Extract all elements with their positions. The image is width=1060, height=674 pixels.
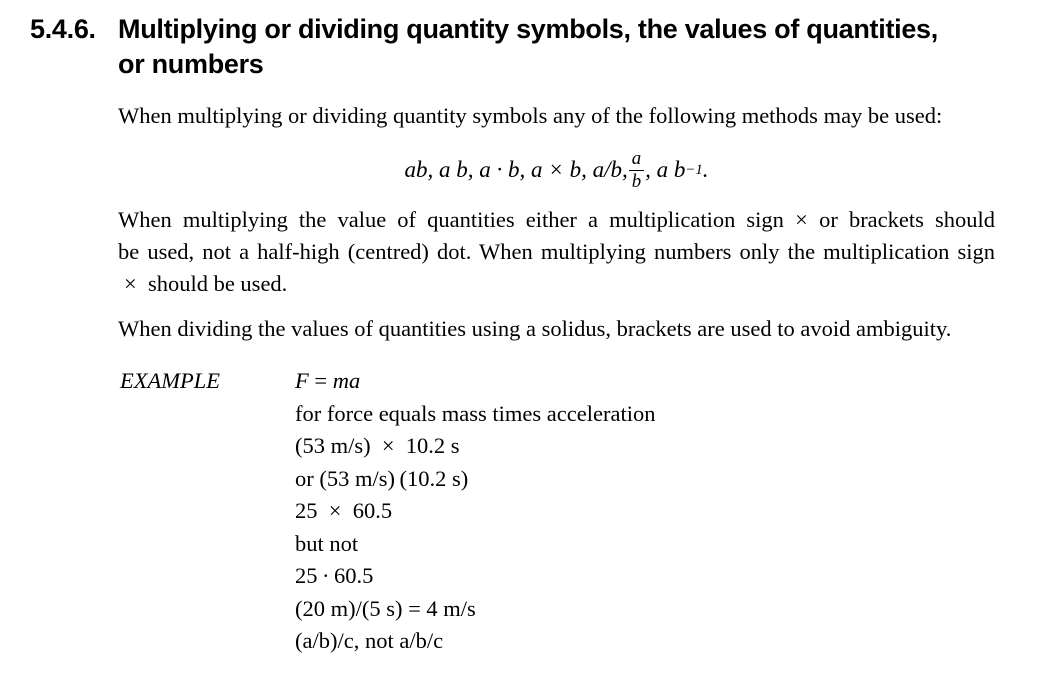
example-line: (a/b)/c, not a/b/c (295, 628, 444, 653)
example-line: 25 · 60.5 (295, 563, 374, 588)
formula-rhs: ma (332, 368, 361, 393)
paragraph-solidus-rule: When dividing the values of quantities using a solidus, brackets are used to avoid ambiguity. (118, 316, 952, 341)
fraction-numerator: a (629, 149, 644, 170)
section-title (118, 12, 1060, 82)
paragraph-multiplication-rule (118, 204, 995, 300)
example-line: 25 × 60.5 (295, 498, 393, 523)
paragraph-line: × should be used. (124, 271, 288, 296)
section-heading (30, 12, 1060, 82)
example-label: EXAMPLE (120, 368, 220, 393)
example-line: for force equals mass times acceleration (295, 400, 656, 426)
fraction-denominator: b (631, 170, 642, 192)
math-superscript: −1 (685, 161, 703, 178)
example-block (120, 365, 1060, 658)
example-line: but not (295, 530, 359, 556)
section-number: 5.4.6. (30, 14, 96, 44)
math-display-line (118, 144, 995, 196)
math-segment-3: . (702, 157, 709, 182)
math-segment-1: ab, a b, a · b, a × b, a/b, (404, 157, 628, 182)
example-content (295, 365, 1060, 658)
formula-lhs: F (295, 368, 309, 393)
section-title-line-1: Multiplying or dividing quantity symbols, the values of quantities, (118, 14, 938, 44)
example-line: or (53 m/s) (10.2 s) (295, 465, 469, 491)
formula-equals: = (308, 368, 333, 393)
example-line: (20 m)/(5 s) = 4 m/s (295, 595, 476, 621)
section-title-line-2: or numbers (118, 49, 264, 79)
example-line: (53 m/s) × 10.2 s (295, 433, 460, 458)
fraction-a-over-b (629, 149, 644, 190)
math-segment-2: , a b (645, 157, 686, 182)
paragraph-line: When multiplying the value of quantities either a multiplication sign × or brackets should (118, 207, 995, 232)
example-formula (295, 365, 1060, 398)
paragraph-methods-intro: When multiplying or dividing quantity symbols any of the following methods may be used: (118, 103, 943, 128)
paragraph-line: be used, not a half-high (centred) dot. When multiplying numbers only the multiplication sign (118, 239, 995, 264)
